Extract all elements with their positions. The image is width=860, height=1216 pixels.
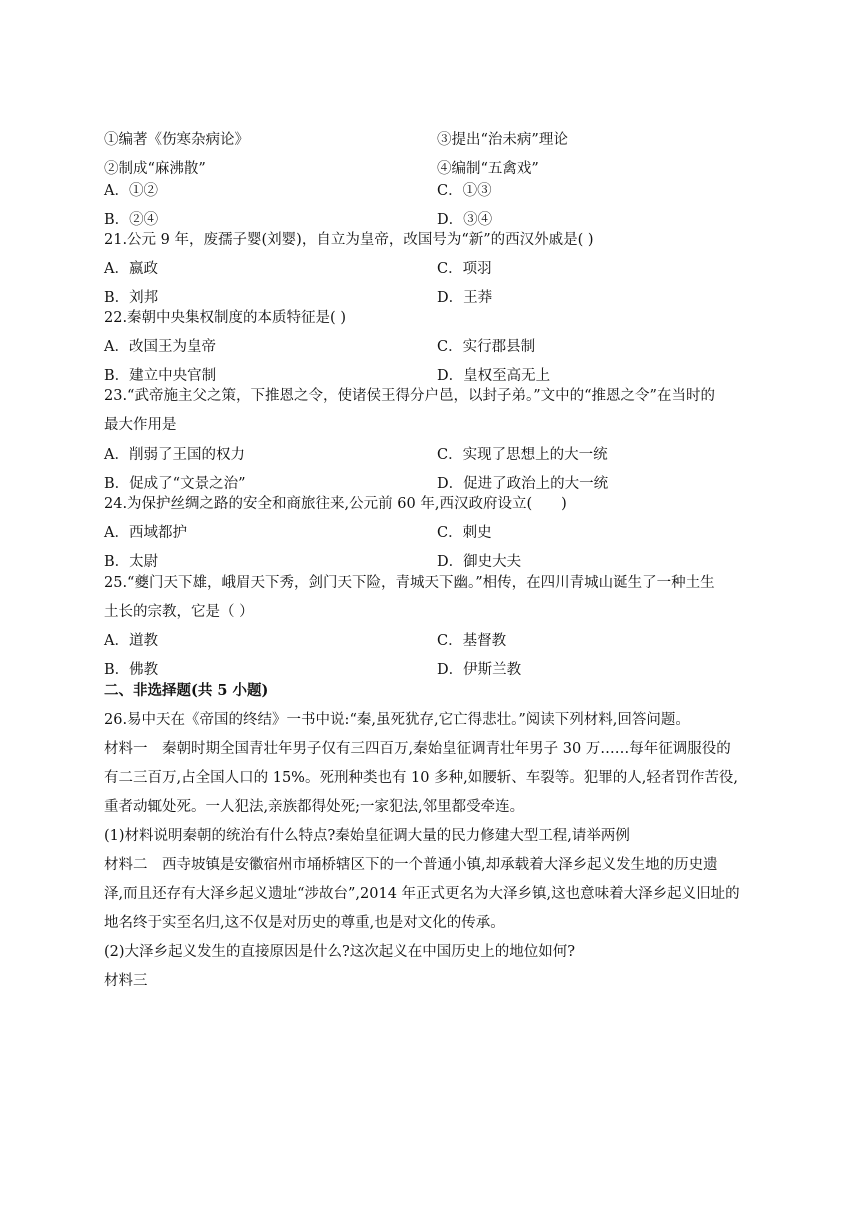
option-item-4: ④编制“五禽戏” (437, 161, 539, 177)
q23-choice-d: D．促进了政治上的大一统 (437, 476, 609, 492)
q25-stem-line1: 25.“夔门天下雄，峨眉天下秀，剑门天下险，青城天下幽。”相传，在四川青城山诞生了一种土生 (104, 575, 715, 591)
q21-choice-b: B．刘邦 (104, 290, 159, 306)
q26-material2-line1: 材料二 西寺坡镇是安徽宿州市埇桥辖区下的一个普通小镇,却承载着大泽乡起义发生地的历史遗 (104, 857, 718, 873)
q23-choice-c: C．实现了思想上的大一统 (437, 447, 608, 463)
q26-material1-line1: 材料一 秦朝时期全国青壮年男子仅有三四百万,秦始皇征调青壮年男子 30 万……每年征调服役的 (104, 741, 731, 757)
q26-stem: 26.易中天在《帝国的终结》一书中说:“秦,虽死犹存,它亡得悲壮。”阅读下列材料,回答问题。 (104, 712, 690, 728)
q26-subquestion-2: (2)大泽乡起义发生的直接原因是什么?这次起义在中国历史上的地位如何? (104, 944, 576, 960)
q23-stem-line2: 最大作用是 (104, 417, 177, 433)
q20-choice-b: B．②④ (104, 212, 159, 228)
q24-choice-c: C．刺史 (437, 525, 492, 541)
q22-choice-a: A．改国王为皇帝 (104, 339, 216, 355)
q26-material2-line3: 地名终于实至名归,这不仅是对历史的尊重,也是对文化的传承。 (104, 915, 505, 931)
q25-choice-d: D．伊斯兰教 (437, 662, 522, 678)
q22-choice-b: B．建立中央官制 (104, 368, 217, 384)
section-heading: 二、非选择题(共 5 小题) (104, 682, 269, 699)
q26-material1-line2: 有二三百万,占全国人口的 15%。死刑种类也有 10 多种,如腰斩、车裂等。犯罪的人,轻者罚作苦役, (104, 770, 738, 786)
q26-subquestion-1: (1)材料说明秦朝的统治有什么特点?秦始皇征调大量的民力修建大型工程,请举两例 (104, 828, 630, 844)
q26-material3-label: 材料三 (104, 973, 148, 989)
q23-choice-a: A．削弱了王国的权力 (104, 447, 245, 463)
q24-choice-b: B．太尉 (104, 554, 159, 570)
q23-stem-line1: 23.“武帝施主父之策，下推恩之令，使诸侯王得分户邑，以封子弟。”文中的“推恩之令”在当时的 (104, 388, 715, 404)
q25-choice-a: A．道教 (104, 633, 158, 649)
q26-material1-line3: 重者动辄处死。一人犯法,亲族都得处死;一家犯法,邻里都受牵连。 (104, 799, 525, 815)
q24-stem: 24.为保护丝绸之路的安全和商旅往来,公元前 60 年,西汉政府设立( ) (104, 496, 567, 512)
q25-choice-b: B．佛教 (104, 662, 159, 678)
option-item-2: ②制成“麻沸散” (104, 161, 206, 177)
q20-choice-a: A．①② (104, 183, 158, 199)
option-item-1: ①编著《伤寒杂病论》 (104, 132, 249, 148)
q23-choice-b: B．促成了“文景之治” (104, 476, 246, 492)
option-item-3: ③提出“治未病”理论 (437, 132, 568, 148)
q21-stem: 21.公元 9 年，废孺子婴(刘婴)，自立为皇帝，改国号为“新”的西汉外戚是( ) (104, 232, 594, 248)
q22-choice-c: C．实行郡县制 (437, 339, 536, 355)
q21-choice-d: D．王莽 (437, 290, 493, 306)
q20-choice-d: D．③④ (437, 212, 493, 228)
q24-choice-a: A．西域都护 (104, 525, 187, 541)
q21-choice-c: C．项羽 (437, 261, 492, 277)
q25-choice-c: C．基督教 (437, 633, 507, 649)
q26-material2-line2: 泽,而且还存有大泽乡起义遗址“涉故台”,2014 年正式更名为大泽乡镇,这也意味着大泽乡起义旧址的 (104, 886, 740, 902)
q24-choice-d: D．御史大夫 (437, 554, 522, 570)
q20-choice-c: C．①③ (437, 183, 492, 199)
q22-choice-d: D．皇权至高无上 (437, 368, 551, 384)
q21-choice-a: A．嬴政 (104, 261, 158, 277)
q22-stem: 22.秦朝中央集权制度的本质特征是( ) (104, 310, 346, 326)
q25-stem-line2: 土长的宗教，它是（ ） (104, 604, 254, 620)
